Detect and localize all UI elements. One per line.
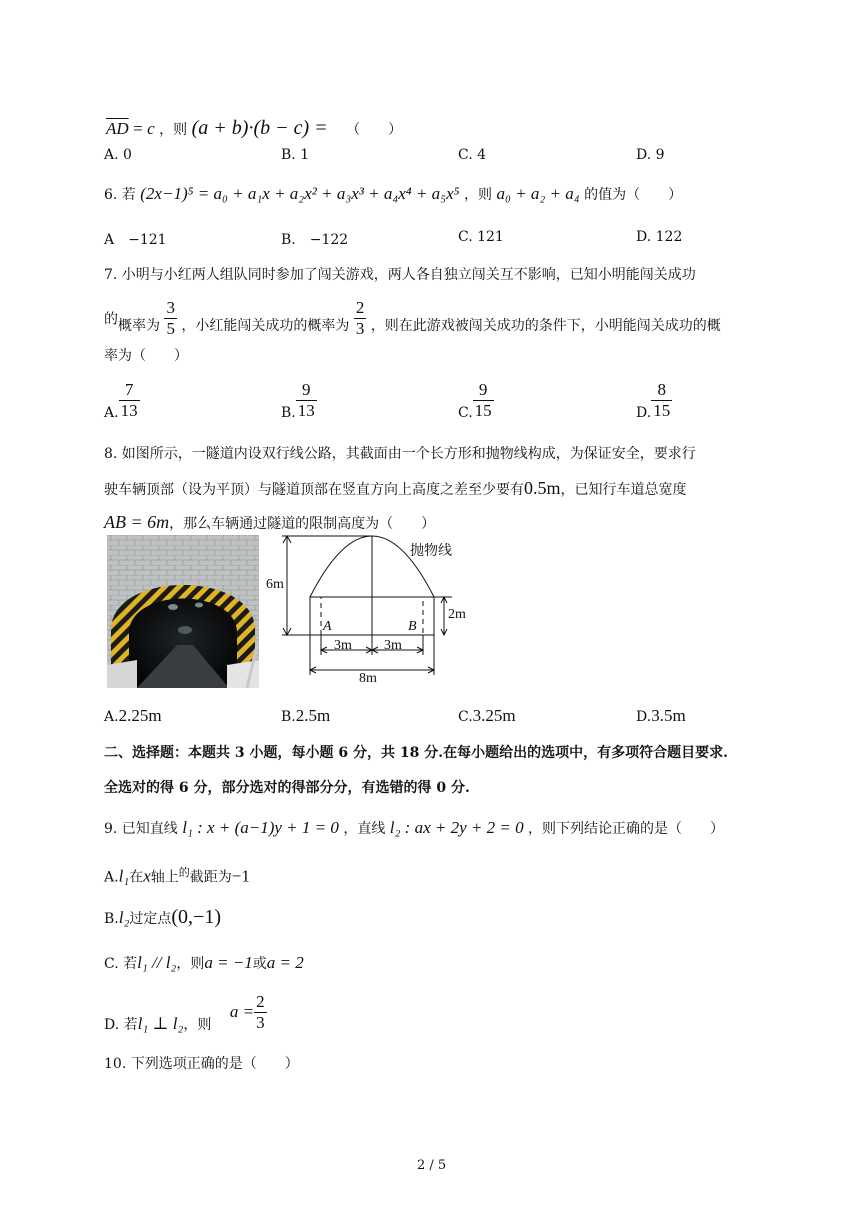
q7-line2 <box>104 298 721 339</box>
point-a-label: A <box>323 619 332 634</box>
vector-c: c <box>147 119 155 138</box>
q5-line: $\overline{AD} = c$ ，则 (a + b)·(b − c) = （ ） <box>106 117 403 139</box>
q5-option-a: A. 0 <box>104 147 132 163</box>
q10-stem: 10. 下列选项正确的是（ ） <box>104 1056 299 1072</box>
q6-option-a: A −121 <box>104 232 167 248</box>
q9-option-b: B.l₂过定点(0,−1) <box>104 906 221 928</box>
q7-option-c: C. $\frac{9}{15}$ <box>458 380 492 421</box>
q9-option-a: A.l₁在x轴上$^的$截距为−1 <box>104 866 250 886</box>
q5-paren: （ ） <box>346 122 403 138</box>
q6-tail: 的值为（ ） <box>584 187 683 203</box>
q9-option-d: D. 若l₁ ⊥ l₂，则 a = $\frac{2}{3}$ <box>104 992 265 1033</box>
q8-line3: AB = 6m，那么车辆通过隧道的限制高度为（ ） <box>104 512 436 532</box>
q6-then: ，则 <box>464 187 492 203</box>
q8-option-a: A.2.25m <box>104 706 162 725</box>
q6-option-c: C. 121 <box>458 229 504 245</box>
q6-option-d: D. 122 <box>636 229 683 245</box>
half-left-label: 3m <box>334 638 352 653</box>
q7-line3: 率为（ ） <box>104 348 188 364</box>
q8-ab-value: AB = 6m <box>104 512 170 532</box>
q9-line-l1: l₁ : x + (a−1)y + 1 = 0 <box>182 818 339 837</box>
vector-ad: $\overline{AD}$ <box>106 119 129 138</box>
section2-heading-line2: 全选对的得 6 分，部分选对的得部分分，有选错的得 0 分. <box>104 780 470 796</box>
q7-p-xiaoming: $\frac{3}{5}$ <box>166 298 175 338</box>
q7-line1: 7. 小明与小红两人组队同时参加了闯关游戏，两人各自独立闯关互不影响，已知小明能闯关成功 <box>104 267 696 283</box>
rect-height-label: 2m <box>448 607 466 622</box>
section2-heading-line1: 二、选择题：本题共 3 小题，每小题 6 分，共 18 分.在每小题给出的选项中，有多项符合题目要求. <box>104 745 728 761</box>
q7-option-b: B. $\frac{9}{13}$ <box>281 380 315 421</box>
tunnel-photo <box>107 535 259 688</box>
q8-option-c: C.3.25m <box>458 706 516 725</box>
q8-option-b: B.2.5m <box>281 706 331 725</box>
q9-option-c: C. 若l₁ // l₂，则a = −1或a = 2 <box>104 953 304 972</box>
q8-option-d: D.3.5m <box>636 706 686 725</box>
q8-line1: 8. 如图所示，一隧道内设双行线公路，其截面由一个长方形和抛物线构成，为保证安全，要求行 <box>104 446 696 462</box>
half-right-label: 3m <box>384 638 402 653</box>
q5-then: ，则 <box>159 122 188 138</box>
q9-line-l2: l₂ : ax + 2y + 2 = 0 <box>389 818 524 837</box>
q6-target: a₀ + a₂ + a₄ <box>496 184 580 203</box>
q6-number: 6. 若 <box>104 187 136 203</box>
q5-option-c: C. 4 <box>458 147 487 163</box>
page-number: 2 / 5 <box>417 1158 447 1173</box>
height-label: 6m <box>266 577 284 592</box>
q8-line2: 驶车辆顶部（设为平顶）与隧道顶部在竖直方向上高度之差至少要有0.5m，已知行车道总宽度 <box>104 478 687 498</box>
q7-mid: ，小红能闯关成功的概率为 <box>181 317 350 334</box>
parabola-label: 抛物线 <box>410 543 452 559</box>
q6-option-b: B. −122 <box>281 232 349 248</box>
width-label: 8m <box>359 671 377 686</box>
q6-equation: (2x−1)⁵ = a₀ + a₁x + a₂x² + a₃x³ + a₄x⁴ + a₅x⁵ <box>140 184 460 203</box>
q7-option-d: D. $\frac{8}{15}$ <box>636 380 671 421</box>
q5-option-b: B. 1 <box>281 147 310 163</box>
point-b-label: B <box>408 619 417 634</box>
q7-option-a: A. $\frac{7}{13}$ <box>104 380 138 421</box>
q5-expr: (a + b)·(b − c) = <box>191 117 328 139</box>
q6-stem <box>104 184 682 204</box>
q5-option-d: D. 9 <box>636 147 665 163</box>
q7-de: 的 <box>104 311 118 328</box>
q7-gailv: 概率为 <box>118 317 160 334</box>
q7-tail: ，则在此游戏被闯关成功的条件下，小明能闯关成功的概 <box>370 317 721 334</box>
q7-p-xiaohong: $\frac{2}{3}$ <box>355 298 365 338</box>
q8-gap-value: 0.5m <box>524 478 561 498</box>
q9-stem: 9. 已知直线 l₁ : x + (a−1)y + 1 = 0 ，直线 l₂ : ax + 2y + 2 = 0 ，则下列结论正确的是（ ） <box>104 818 725 837</box>
